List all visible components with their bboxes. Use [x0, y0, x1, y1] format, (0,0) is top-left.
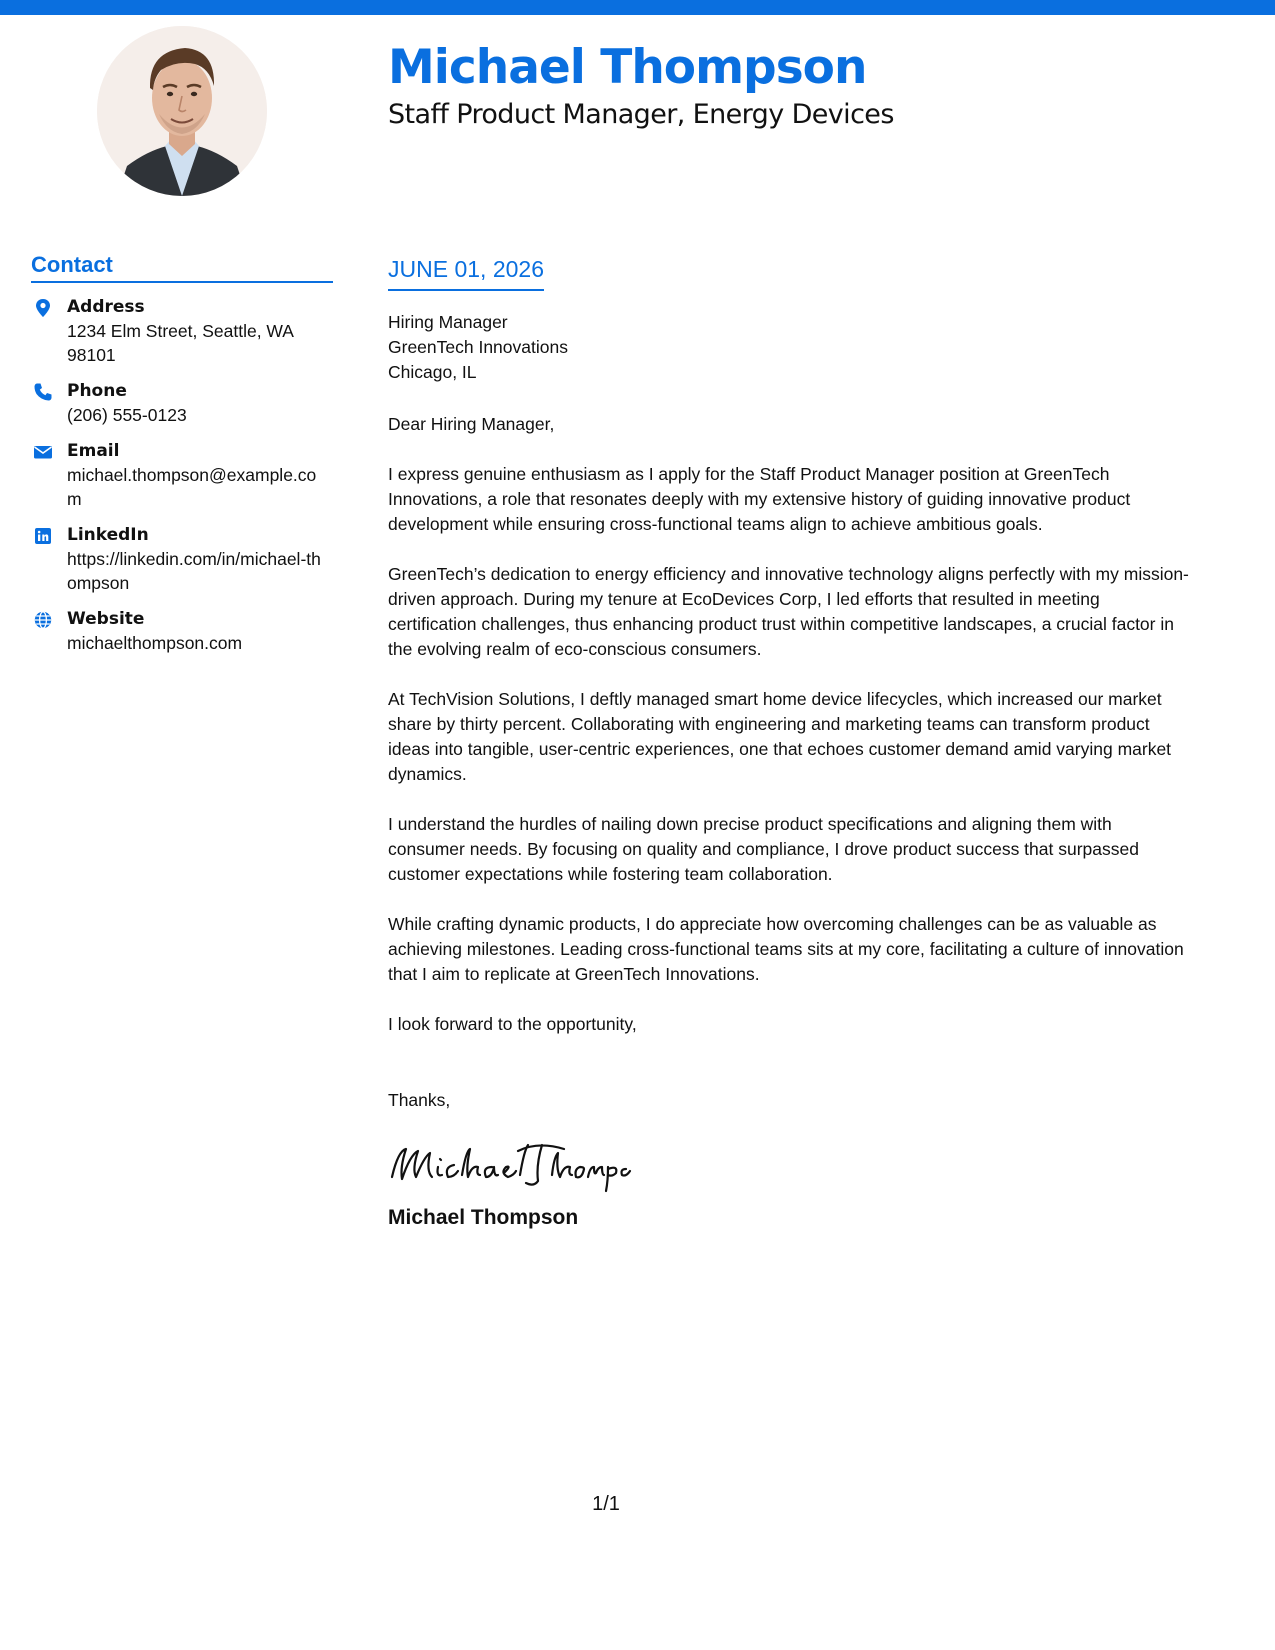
handwritten-signature: [388, 1137, 1190, 1197]
letter-date: JUNE 01, 2026: [388, 256, 544, 291]
contact-item-phone: [31, 379, 333, 427]
contact-item-website[interactable]: [31, 607, 333, 655]
avatar: [97, 26, 267, 196]
letter-paragraph: GreenTech’s dedication to energy efficiency and innovative technology aligns perfectly with my mission-driven approach. During my tenure at EcoDevices Corp, I led efforts that resulted in meeting certification challenges, thus enhancing product trust within competitive landscapes, a crucial factor in the evolving realm of eco-conscious consumers.: [388, 564, 1189, 659]
website-link[interactable]: michaelthompson.com: [67, 633, 243, 653]
letter-paragraph: While crafting dynamic products, I do appreciate how overcoming challenges can be as valuable as achieving milestones. Leading cross-functional teams sits at my core, facilitating a culture of innovation that I aim to replicate at GreenTech Innovations.: [388, 914, 1184, 984]
letter-paragraph: I understand the hurdles of nailing down precise product specifications and aligning them with consumer needs. By focusing on quality and compliance, I drove product success that surpassed customer expectations while fostering team collaboration.: [388, 814, 1139, 884]
candidate-name: Michael Thompson: [388, 40, 867, 95]
recipient-line: Chicago, IL: [388, 362, 477, 382]
envelope-icon: [33, 442, 53, 462]
contact-item-address: [31, 295, 333, 367]
contact-label: Address: [67, 297, 145, 317]
top-accent-bar: [0, 0, 1275, 15]
email-link[interactable]: michael.thompson@example.com: [67, 465, 317, 509]
letter-paragraph: At TechVision Solutions, I deftly managed smart home device lifecycles, which increased our market share by thirty percent. Collaborating with engineering and marketing teams can transform product ideas into tangible, user-centric experiences, one that echoes customer demand amid varying market dynamics.: [388, 689, 1172, 784]
signoff: Thanks,: [388, 1090, 451, 1110]
page-number: 1/1: [592, 1493, 620, 1515]
phone-icon: [33, 382, 53, 402]
contact-label: LinkedIn: [67, 525, 149, 545]
letter-paragraph: I express genuine enthusiasm as I apply for the Staff Product Manager position at GreenTech Innovations, a role that resonates deeply with my extensive history of guiding innovative product development while ensuring cross-functional teams align to achieve ambitious goals.: [388, 464, 1131, 534]
contact-label: Email: [67, 441, 120, 461]
contact-sidebar: [31, 252, 333, 655]
phone-value: (206) 555-0123: [67, 405, 187, 425]
recipient-block: [388, 310, 1190, 385]
salutation: Dear Hiring Manager,: [388, 414, 555, 434]
globe-icon: [33, 610, 53, 630]
candidate-headline: Staff Product Manager, Energy Devices: [388, 99, 894, 130]
recipient-line: Hiring Manager: [388, 312, 508, 332]
letter-body: [388, 256, 1190, 1230]
contact-item-email[interactable]: [31, 439, 333, 511]
closing-line: I look forward to the opportunity,: [388, 1014, 637, 1034]
location-pin-icon: [33, 298, 53, 318]
recipient-line: GreenTech Innovations: [388, 337, 568, 357]
address-value: 1234 Elm Street, Seattle, WA 98101: [67, 321, 293, 365]
linkedin-icon: [33, 526, 53, 546]
contact-label: Website: [67, 609, 145, 629]
contact-label: Phone: [67, 381, 127, 401]
contact-title: Contact: [31, 252, 333, 283]
signer-name: Michael Thompson: [388, 1206, 579, 1229]
contact-item-linkedin[interactable]: [31, 523, 333, 595]
linkedin-link[interactable]: https://linkedin.com/in/michael-thompson: [67, 549, 321, 593]
